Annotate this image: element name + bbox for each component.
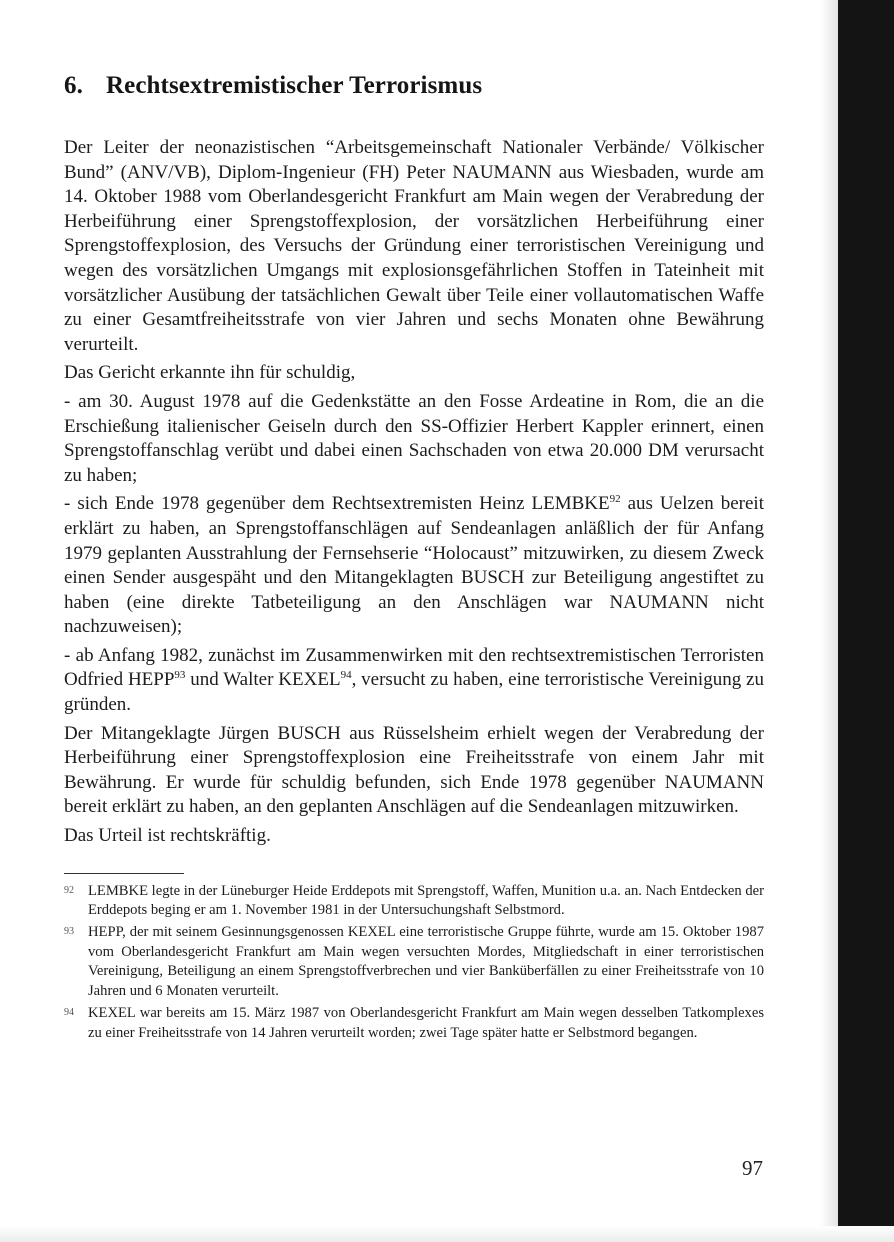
paragraph-text: und Walter KEXEL: [185, 669, 341, 691]
footnote-number: 94: [64, 1006, 74, 1018]
scan-bottom-edge: [0, 1226, 894, 1242]
footnote-92: [64, 882, 764, 921]
paragraph-count-1: - am 30. August 1978 auf die Gedenkstätte an den Fosse Ardeatine in Rom, die an die Erschießung italienischer Geiseln durch den SS-Offizier Herbert Kappler erinnert, einen Sprengstoffanschlag verübt und dabei einen Sachschaden von etwa 20.000 DM verursacht zu haben;: [64, 390, 764, 486]
page-number: 97: [742, 1156, 763, 1180]
body-text: [64, 136, 764, 849]
footnote-ref-94[interactable]: 94: [340, 669, 352, 682]
footnote-94: [64, 1004, 764, 1043]
paragraph-verdict: Das Gericht erkannte ihn für schuldig,: [64, 362, 356, 384]
paragraph-count-3: [64, 644, 764, 718]
footnotes: [64, 882, 764, 1044]
paragraph-text: - ab Anfang 1982, zunächst im Zusammenwirken mit den rechtsextremistischen Terroristen Odfried HEPP: [64, 644, 764, 691]
section-title: Rechtsextremistischer Terrorismus: [106, 72, 483, 99]
footnote-divider: [64, 873, 184, 874]
paragraph-text: , versucht zu haben, eine terroristische Vereinigung zu gründen.: [64, 669, 764, 716]
footnote-text: KEXEL war bereits am 15. März 1987 von Oberlandesgericht Frankfurt am Main wegen desselben Tatkomplexes zu einer Freiheitsstrafe von 14 Jahren verurteilt worden; zwei Tage später hatte er Selbstmord begangen.: [88, 1004, 764, 1041]
paragraph-intro: Der Leiter der neonazistischen “Arbeitsgemeinschaft Nationaler Verbände/ Völkischer Bund” (ANV/VB), Diplom-Ingenieur (FH) Peter NAUMANN aus Wiesbaden, wurde am 14. Oktober 1988 vom Oberlandesgericht Frankfurt am Main wegen der Verabredung der Herbeiführung einer Sprengstoffexplosion, der vorsätzlichen Herbeiführung einer Sprengstoffexplosion, des Versuchs der Gründung einer terroristischen Vereinigung und wegen des vorsätzlichen Umgangs mit explosionsgefährlichen Stoffen in Tateinheit mit vorsätzlicher Ausübung der tatsächlichen Gewalt über Teile einer vollautomatischen Waffe zu einer Gesamtfreiheitsstrafe von vier Jahren und sechs Monaten ohne Bewährung verurteilt.: [64, 137, 764, 355]
footnote-number: 92: [64, 884, 74, 896]
paragraph-count-2: [64, 492, 764, 640]
footnote-number: 93: [64, 926, 74, 938]
paragraph-final: Das Urteil ist rechtskräftig.: [64, 825, 271, 847]
footnote-text: LEMBKE legte in der Lüneburger Heide Erddepots mit Sprengstoff, Waffen, Munition u.a. an. Nach Entdecken der Erddepots beging er am 1. November 1981 in der Untersuchungshaft Selbstmord.: [88, 882, 764, 919]
footnote-ref-93[interactable]: 93: [174, 669, 186, 682]
footnote-text: HEPP, der mit seinem Gesinnungsgenossen KEXEL eine terroristische Gruppe führte, wurde am 15. Oktober 1987 vom Oberlandesgericht Frankfurt am Main wegen versuchten Mordes, Mitgliedschaft in einer terroristischen Vereinigung, Beteiligung an einem Sprengstoffverbrechen und vier Banküberfällen zu einer Freiheitsstrafe von 10 Jahren und 6 Monaten verurteilt.: [88, 924, 764, 1000]
footnote-93: [64, 923, 764, 1002]
page-edge-shadow: [820, 0, 838, 1226]
section-heading: [64, 72, 764, 100]
paragraph-codefendant: Der Mitangeklagte Jürgen BUSCH aus Rüsselsheim erhielt wegen der Verabredung der Herbeiführung einer Sprengstoffexplosion eine Freiheitsstrafe von einem Jahr mit Bewährung. Er wurde für schuldig befunden, sich Ende 1978 gegenüber NAUMANN bereit erklärt zu haben, an den geplanten Anschlägen auf die Sendeanlagen mitzuwirken.: [64, 722, 764, 818]
scan-binding-edge: [838, 0, 894, 1226]
page-content: [64, 72, 764, 1045]
footnote-ref-92[interactable]: 92: [609, 493, 621, 506]
section-number: 6.: [64, 72, 83, 99]
paragraph-text: - sich Ende 1978 gegenüber dem Rechtsextremisten Heinz LEMBKE: [64, 493, 610, 515]
paragraph-text: aus Uelzen bereit erklärt zu haben, an Sprengstoffanschlägen auf Sendeanlagen anläßlich der für Anfang 1979 geplanten Ausstrahlung der Fernsehserie “Holocaust” mitzuwirken, zu diesem Zweck einen Sender ausgespäht und den Mitangeklagten BUSCH zur Beteiligung angestiftet zu haben (eine direkte Tatbeteiligung an den Anschlägen war NAUMANN nicht nachzuweisen);: [64, 493, 764, 638]
